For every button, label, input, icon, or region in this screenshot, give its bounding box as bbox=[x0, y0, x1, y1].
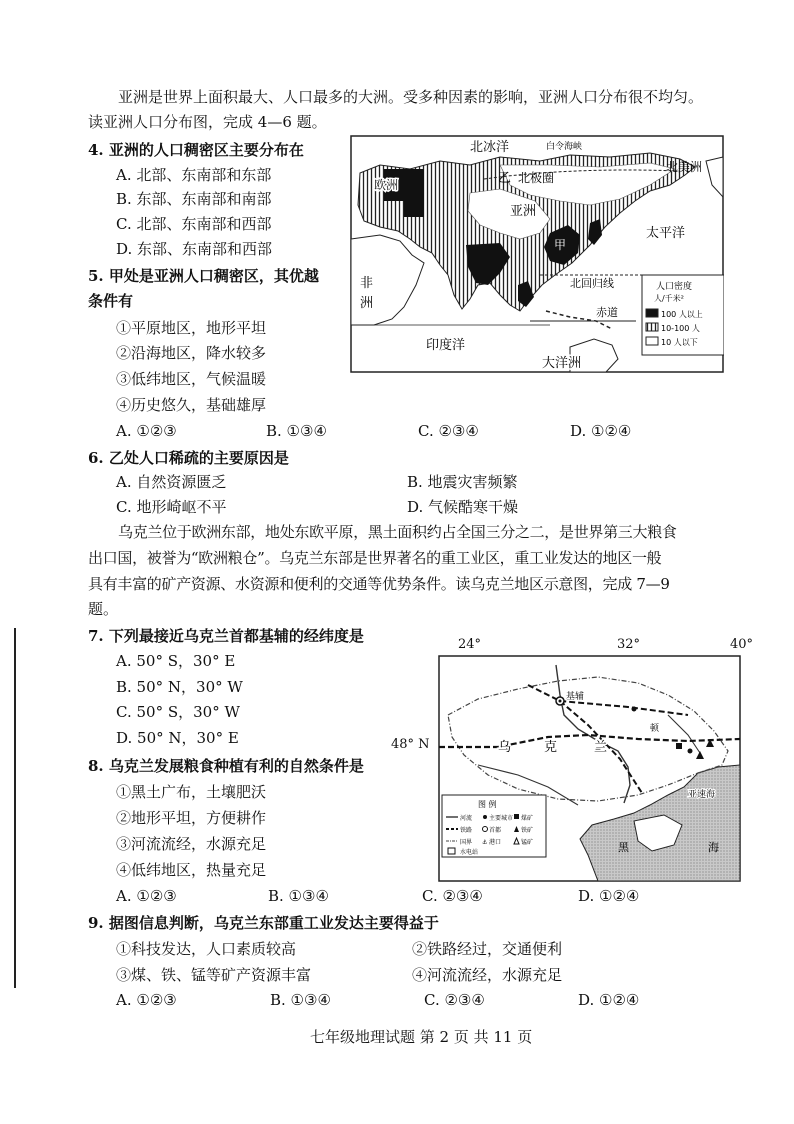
q5-item-2: ②沿海地区，降水较多 bbox=[116, 344, 267, 362]
q7-stem: 7. 下列最接近乌克兰首都基辅的经纬度是 bbox=[88, 627, 364, 645]
label-africa-2: 洲 bbox=[360, 296, 374, 311]
q7-option-b: B. 50° N，30° W bbox=[116, 678, 243, 696]
q5-item-4: ④历史悠久，基础雄厚 bbox=[116, 396, 267, 414]
q6-stem: 6. 乙处人口稀疏的主要原因是 bbox=[88, 449, 289, 467]
q9-option-b: B. ①③④ bbox=[270, 991, 331, 1009]
svg-text:锰矿: 锰矿 bbox=[521, 839, 534, 846]
q4-option-a: A. 北部、东南部和东部 bbox=[116, 166, 272, 184]
q8-item-3: ③河流流经，水源充足 bbox=[116, 835, 267, 853]
binding-line bbox=[14, 628, 16, 988]
q4-stem: 4. 亚洲的人口稠密区主要分布在 bbox=[88, 141, 304, 159]
map2-legend bbox=[442, 795, 546, 857]
label-black-sea-1: 黑 bbox=[618, 841, 629, 854]
svg-text:10-100 人: 10-100 人 bbox=[661, 324, 700, 333]
intro1-line2: 读亚洲人口分布图，完成 4—6 题。 bbox=[88, 113, 327, 131]
intro2-line2: 出口国，被誉为“欧洲粮仓”。乌克兰东部是世界著名的重工业区，重工业发达的地区一般 bbox=[88, 549, 662, 567]
svg-text:主要城市: 主要城市 bbox=[489, 815, 514, 822]
label-country-1: 乌 bbox=[498, 740, 512, 755]
intro2-line1: 乌克兰位于欧洲东部，地处东欧平原，黑土面积约占全国三分之二，是世界第三大粮食 bbox=[118, 523, 677, 541]
svg-text:⚓: ⚓ bbox=[482, 839, 488, 846]
q8-item-4: ④低纬地区，热量充足 bbox=[116, 861, 267, 879]
intro2-line3: 具有丰富的矿产资源、水资源和便利的交通等优势条件。读乌克兰地区示意图，完成 7—9 bbox=[88, 575, 670, 593]
label-kyiv: 基辅 bbox=[566, 692, 585, 702]
label-donets: 顿 bbox=[650, 724, 660, 734]
q9-item-4: ④河流流经，水源充足 bbox=[412, 966, 563, 984]
intro1-line1: 亚洲是世界上面积最大、人口最多的大洲。受多种因素的影响，亚洲人口分布很不均匀。 bbox=[118, 88, 704, 106]
label-europe: 欧洲 bbox=[374, 178, 399, 192]
label-indian-ocean: 印度洋 bbox=[426, 338, 466, 353]
q9-item-1: ①科技发达，人口素质较高 bbox=[116, 940, 297, 958]
q9-option-a: A. ①②③ bbox=[116, 991, 177, 1009]
q5-option-a: A. ①②③ bbox=[116, 422, 177, 440]
q5-item-3: ③低纬地区，气候温暖 bbox=[116, 370, 267, 388]
svg-text:图 例: 图 例 bbox=[478, 800, 497, 809]
svg-text:煤矿: 煤矿 bbox=[521, 815, 534, 822]
q7-option-a: A. 50° S，30° E bbox=[116, 652, 236, 670]
label-black-sea-2: 海 bbox=[708, 841, 719, 854]
asia-population-map bbox=[350, 135, 724, 373]
map1-legend bbox=[642, 275, 724, 355]
q9-option-c: C. ②③④ bbox=[424, 991, 485, 1009]
label-equator: 赤道 bbox=[596, 306, 618, 319]
label-yi: 乙 bbox=[498, 171, 512, 186]
q8-option-b: B. ①③④ bbox=[268, 887, 329, 905]
label-tropic: 北回归线 bbox=[570, 277, 614, 290]
svg-text:水电站: 水电站 bbox=[460, 849, 479, 856]
q9-stem: 9. 据图信息判断，乌克兰东部重工业发达主要得益于 bbox=[88, 914, 439, 932]
label-north-america: 北美洲 bbox=[666, 160, 703, 174]
label-africa-1: 非 bbox=[360, 276, 374, 291]
lon-label-24: 24° bbox=[458, 637, 482, 652]
q9-item-2: ②铁路经过，交通便利 bbox=[412, 940, 563, 958]
svg-text:河流: 河流 bbox=[460, 815, 473, 822]
q8-option-c: C. ②③④ bbox=[422, 887, 483, 905]
q6-option-b: B. 地震灾害频繁 bbox=[407, 473, 518, 491]
label-bering-strait: 白令海峡 bbox=[546, 142, 583, 152]
q5-stem-line1: 5. 甲处是亚洲人口稠密区，其优越 bbox=[88, 267, 319, 285]
q9-option-d: D. ①②④ bbox=[578, 991, 640, 1009]
q8-item-2: ②地形平坦，方便耕作 bbox=[116, 809, 267, 827]
q4-option-c: C. 北部、东南部和西部 bbox=[116, 215, 272, 233]
q8-option-a: A. ①②③ bbox=[116, 887, 177, 905]
label-country-3: 兰 bbox=[594, 740, 608, 755]
q8-stem: 8. 乌克兰发展粮食种植有利的自然条件是 bbox=[88, 757, 364, 775]
label-country-2: 克 bbox=[544, 740, 558, 755]
q4-option-d: D. 东部、东南部和西部 bbox=[116, 240, 273, 258]
q6-option-d: D. 气候酷寒干燥 bbox=[407, 498, 519, 516]
svg-text:首都: 首都 bbox=[489, 827, 502, 834]
svg-text:港口: 港口 bbox=[489, 839, 502, 846]
svg-text:100 人以上: 100 人以上 bbox=[661, 310, 703, 319]
svg-text:国界: 国界 bbox=[460, 839, 473, 846]
svg-text:铁路: 铁路 bbox=[460, 827, 473, 834]
lon-label-32: 32° bbox=[617, 637, 641, 652]
coal-mine-icon bbox=[676, 743, 682, 749]
q7-option-d: D. 50° N，30° E bbox=[116, 729, 239, 747]
q7-option-c: C. 50° S，30° W bbox=[116, 703, 240, 721]
page-footer: 七年级地理试题 第 2 页 共 11 页 bbox=[310, 1028, 533, 1046]
q5-stem-line2: 条件有 bbox=[88, 292, 134, 310]
q5-option-b: B. ①③④ bbox=[266, 422, 327, 440]
svg-text:10 人以下: 10 人以下 bbox=[661, 338, 698, 347]
q4-option-b: B. 东部、东南部和南部 bbox=[116, 190, 272, 208]
label-azov-sea: 亚速海 bbox=[688, 790, 716, 800]
q8-option-d: D. ①②④ bbox=[578, 887, 640, 905]
q6-option-c: C. 地形崎岖不平 bbox=[116, 498, 227, 516]
svg-text:铁矿: 铁矿 bbox=[521, 827, 534, 834]
label-arctic-circle: 北极圈 bbox=[518, 171, 555, 185]
q8-item-1: ①黑土广布，土壤肥沃 bbox=[116, 783, 267, 801]
q6-option-a: A. 自然资源匮乏 bbox=[116, 473, 227, 491]
label-asia: 亚洲 bbox=[510, 204, 537, 219]
lon-label-40: 40° bbox=[730, 637, 754, 652]
label-oceania: 大洋洲 bbox=[542, 356, 582, 371]
q9-item-3: ③煤、铁、锰等矿产资源丰富 bbox=[116, 966, 312, 984]
label-jia: 甲 bbox=[554, 238, 567, 252]
label-pacific: 太平洋 bbox=[646, 226, 686, 241]
svg-text:人/千米²: 人/千米² bbox=[654, 294, 684, 303]
svg-text:人口密度: 人口密度 bbox=[656, 282, 693, 292]
q5-item-1: ①平原地区，地形平坦 bbox=[116, 319, 267, 337]
ukraine-map bbox=[438, 655, 741, 882]
q5-option-c: C. ②③④ bbox=[418, 422, 479, 440]
lat-label-48n: 48° N bbox=[391, 737, 430, 752]
q5-option-d: D. ①②④ bbox=[570, 422, 632, 440]
label-arctic-ocean: 北冰洋 bbox=[470, 140, 510, 155]
intro2-line4: 题。 bbox=[88, 600, 119, 618]
